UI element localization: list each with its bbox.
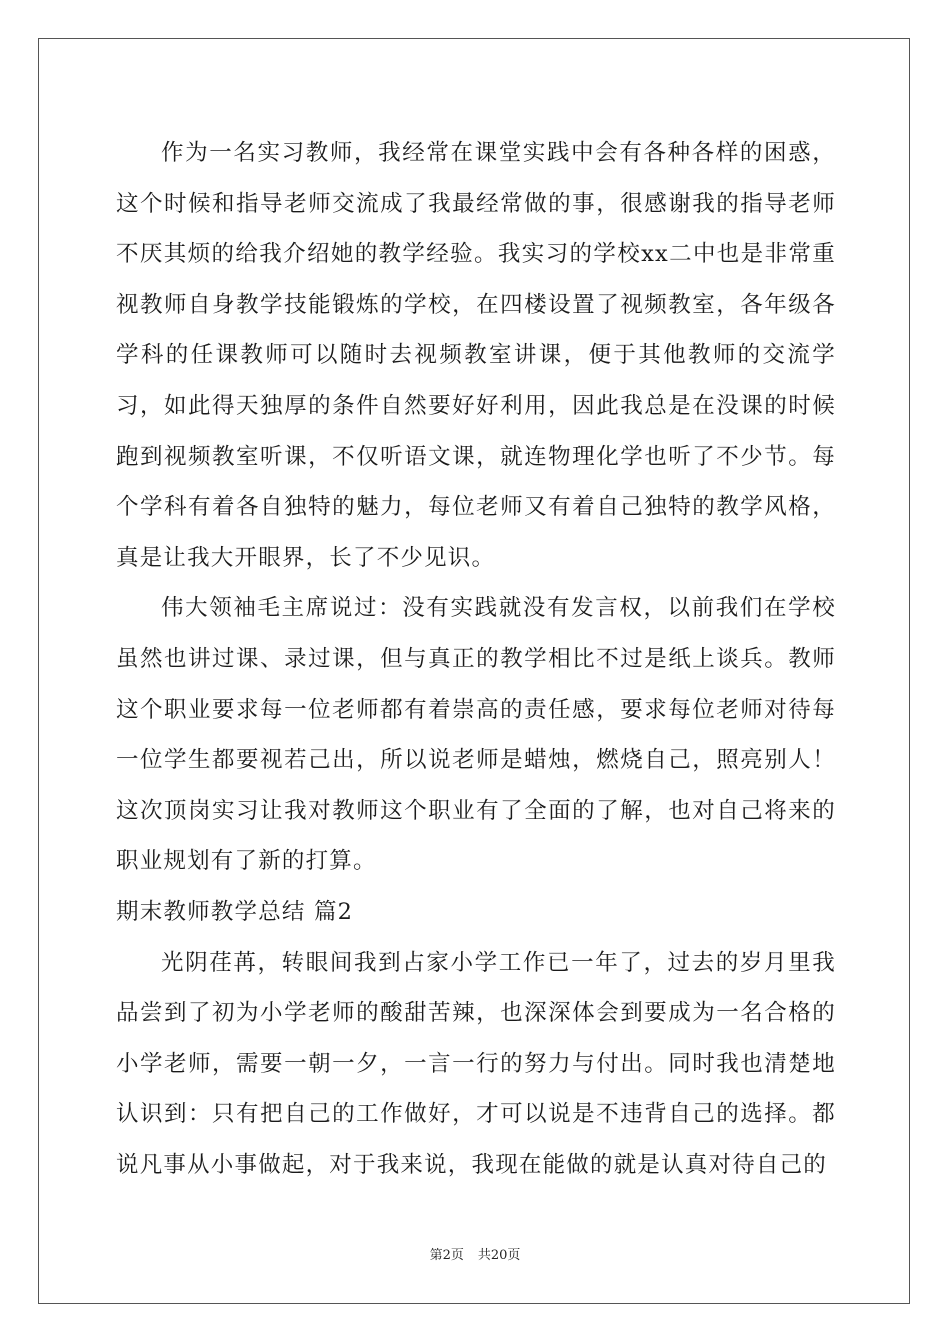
page-total: 共20页	[477, 1248, 521, 1263]
page-number: 第2页	[429, 1248, 464, 1263]
page-footer	[0, 1247, 950, 1265]
body-paragraph: 光阴荏苒，转眼间我到占家小学工作已一年了，过去的岁月里我品尝到了初为小学老师的酸甜苦辣，也深深体会到要成为一名合格的小学老师，需要一朝一夕，一言一行的努力与付出。同时我也清楚地认识到：只有把自己的工作做好，才可以说是不违背自己的选择。都说凡事从小事做起，对于我来说，我现在能做的就是认真对待自己的	[116, 949, 836, 1178]
body-paragraph: 作为一名实习教师，我经常在课堂实践中会有各种各样的困惑，这个时候和指导老师交流成了我最经常做的事，很感谢我的指导老师不厌其烦的给我介绍她的教学经验。我实习的学校xx二中也是非常重视教师自身教学技能锻炼的学校，在四楼设置了视频教室，各年级各学科的任课教师可以随时去视频教室讲课，便于其他教师的交流学习，如此得天独厚的条件自然要好好利用，因此我总是在没课的时候跑到视频教室听课，不仅听语文课，就连物理化学也听了不少节。每个学科有着各自独特的魅力，每位老师又有着自己独特的教学风格，真是让我大开眼界，长了不少见识。	[116, 140, 836, 571]
body-paragraph: 伟大领袖毛主席说过：没有实践就没有发言权，以前我们在学校虽然也讲过课、录过课，但与真正的教学相比不过是纸上谈兵。教师这个职业要求每一位老师都有着崇高的责任感，要求每位老师对待每一位学生都要视若己出，所以说老师是蜡烛，燃烧自己，照亮别人！这次顶岗实习让我对教师这个职业有了全面的了解，也对自己将来的职业规划有了新的打算。	[116, 595, 836, 875]
section-heading: 期末教师教学总结 篇2	[116, 898, 354, 925]
document-body	[116, 128, 836, 1190]
